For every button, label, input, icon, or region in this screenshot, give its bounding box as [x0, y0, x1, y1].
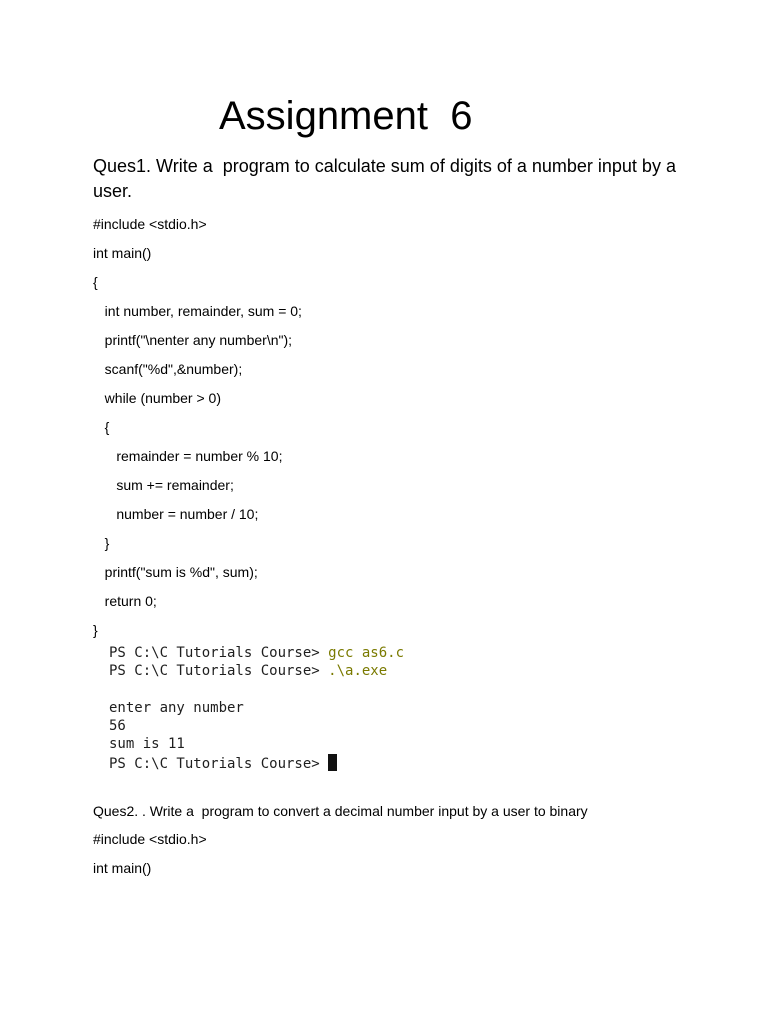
code-line: { [93, 419, 110, 435]
terminal-prompt: PS C:\C Tutorials Course> [109, 663, 329, 679]
question-1-heading: Ques1. Write a program to calculate sum of digits of a number input by a user. [93, 156, 681, 201]
terminal-prompt: PS C:\C Tutorials Course> [109, 756, 329, 772]
terminal-cursor-icon [328, 754, 337, 771]
code-line: return 0; [93, 593, 157, 609]
code-line: { [93, 274, 98, 290]
terminal-line: 56 [109, 718, 126, 734]
code-line: #include <stdio.h> [93, 216, 207, 232]
code-line: } [93, 535, 110, 551]
code-line: remainder = number % 10; [93, 448, 283, 464]
code-line: number = number / 10; [93, 506, 259, 522]
code-line: printf("sum is %d", sum); [93, 564, 258, 580]
code-line: sum += remainder; [93, 477, 234, 493]
code-line: int main() [93, 245, 152, 261]
terminal-prompt: PS C:\C Tutorials Course> [109, 646, 329, 661]
page-title: Assignment 6 [219, 94, 473, 138]
question-2-heading: Ques2. . Write a program to convert a decimal number input by a user to binary [93, 803, 588, 819]
code-line: #include <stdio.h> [93, 831, 207, 847]
code-line: while (number > 0) [93, 390, 221, 406]
question-1-code-block [93, 213, 693, 648]
terminal-command: .\a.exe [328, 663, 388, 679]
terminal-line: enter any number [109, 700, 244, 716]
code-line: scanf("%d",&number); [93, 361, 243, 377]
terminal-output-screenshot [102, 646, 422, 774]
code-line: int main() [93, 860, 152, 876]
question-2-code-block [93, 828, 693, 886]
terminal-line [109, 754, 337, 772]
terminal-command: gcc as6.c [328, 646, 405, 661]
terminal-line [109, 646, 404, 662]
code-line: printf("\nenter any number\n"); [93, 332, 293, 348]
code-line: int number, remainder, sum = 0; [93, 303, 302, 319]
terminal-line: sum is 11 [109, 736, 185, 752]
terminal-line [109, 662, 387, 680]
code-line: } [93, 622, 98, 638]
